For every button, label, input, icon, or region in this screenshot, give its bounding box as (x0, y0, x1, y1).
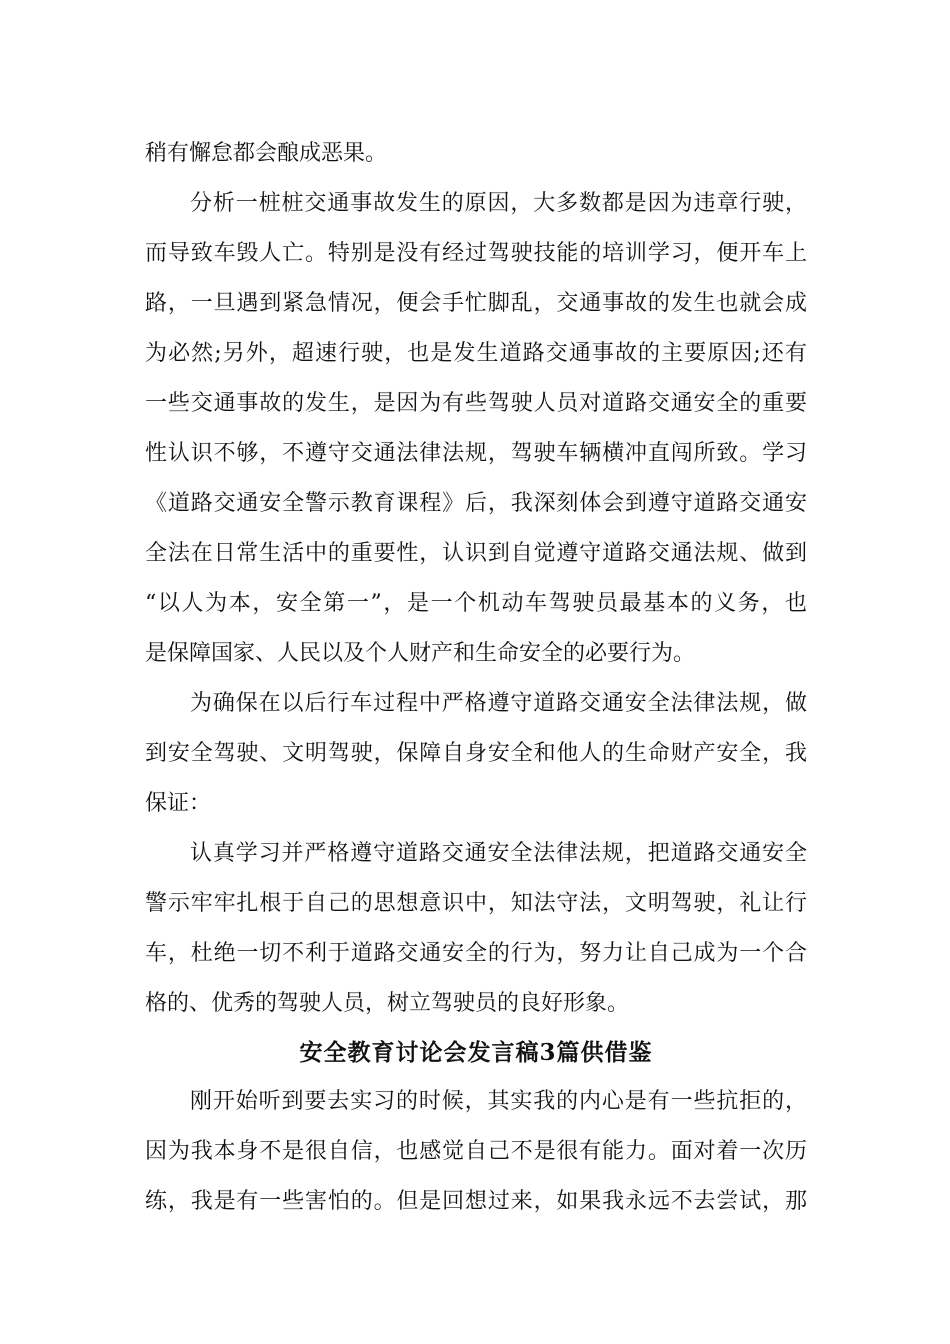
paragraph-line: 因为我本身不是很自信，也感觉自己不是很有能力。面对着一次历 (145, 1139, 807, 1164)
paragraph-line: 而导致车毁人亡。特别是没有经过驾驶技能的培训学习，便开车上 (145, 241, 807, 266)
section-heading: 安全教育讨论会发言稿3篇供借鉴 (299, 1039, 653, 1066)
paragraph-line: 认真学习并严格遵守道路交通安全法律法规，把道路交通安全 (190, 841, 807, 866)
paragraph-line: 车，杜绝一切不利于道路交通安全的行为，努力让自己成为一个合 (145, 941, 807, 966)
paragraph-line: 《道路交通安全警示教育课程》后，我深刻体会到遵守道路交通安 (145, 491, 807, 516)
paragraph-line: 分析一桩桩交通事故发生的原因，大多数都是因为违章行驶， (190, 191, 807, 216)
paragraph-line: 为必然;另外，超速行驶，也是发生道路交通事故的主要原因;还有 (145, 341, 807, 366)
paragraph-line: 练，我是有一些害怕的。但是回想过来，如果我永远不去尝试，那 (145, 1189, 807, 1214)
paragraph-line: 全法在日常生活中的重要性，认识到自觉遵守道路交通法规、做到 (145, 541, 807, 566)
paragraph-line: 警示牢牢扎根于自己的思想意识中，知法守法，文明驾驶，礼让行 (145, 891, 807, 916)
paragraph-line: 为确保在以后行车过程中严格遵守道路交通安全法律法规，做 (190, 691, 807, 716)
paragraph-line: 到安全驾驶、文明驾驶，保障自身安全和他人的生命财产安全，我 (145, 741, 807, 766)
paragraph-line: 保证： (145, 791, 212, 816)
paragraph-line: 性认识不够，不遵守交通法律法规，驾驶车辆横冲直闯所致。学习 (145, 441, 807, 466)
paragraph-line: 格的、优秀的驾驶人员，树立驾驶员的良好形象。 (145, 991, 630, 1016)
paragraph-line: 一些交通事故的发生，是因为有些驾驶人员对道路交通安全的重要 (145, 391, 807, 416)
paragraph-line: 路，一旦遇到紧急情况，便会手忙脚乱，交通事故的发生也就会成 (145, 291, 807, 316)
paragraph-line: 是保障国家、人民以及个人财产和生命安全的必要行为。 (145, 641, 696, 666)
paragraph-line: 稍有懈怠都会酿成恶果。 (145, 141, 388, 166)
paragraph-line: “以人为本，安全第一”，是一个机动车驾驶员最基本的义务，也 (145, 591, 807, 616)
paragraph-line: 刚开始听到要去实习的时候，其实我的内心是有一些抗拒的， (190, 1089, 807, 1114)
